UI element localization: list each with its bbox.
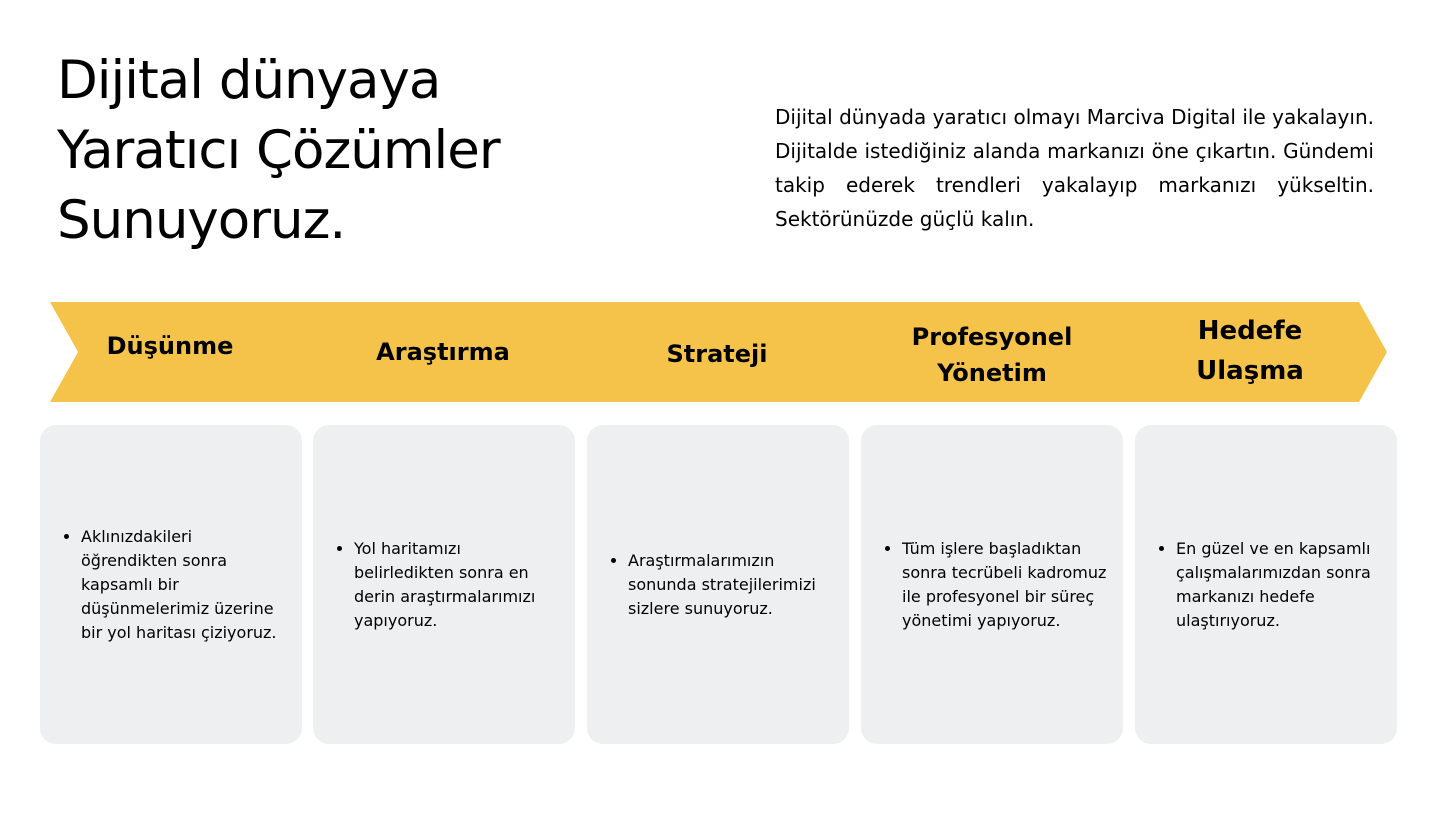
- list-item: • En güzel ve en kapsamlı çalışmalarımızdan sonra markanızı hedefe ulaştırıyoruz.: [1176, 537, 1381, 633]
- list-item: • Araştırmalarımızın sonunda stratejilerimizi sizlere sunuyoruz.: [628, 549, 833, 621]
- bullet-list: [1135, 537, 1397, 633]
- step-label-dusunme: Düşünme: [106, 332, 234, 360]
- step-label-profesyonel-yonetim: [887, 305, 1097, 405]
- process-arrow: [50, 302, 1387, 402]
- list-item: • Yol haritamızı belirledikten sonra en derin araştırmalarımızı yapıyoruz.: [354, 537, 559, 633]
- step-label-text: Profesyonel Yönetim: [911, 323, 1073, 387]
- step-card-dusunme: [40, 425, 302, 744]
- title-line: Yaratıcı Çözümler: [57, 120, 500, 181]
- step-card-hedefe-ulasma: [1135, 425, 1397, 744]
- title-line: Sunuyoruz.: [57, 190, 346, 251]
- step-label-text: Hedefe Ulaşma: [1196, 316, 1304, 386]
- page-title: [57, 46, 697, 256]
- bullet-list: [861, 537, 1123, 633]
- bullet-list: [313, 537, 575, 633]
- intro-paragraph: Dijital dünyada yaratıcı olmayı Marciva Digital ile yakalayın. Dijitalde istediğiniz alanda markanızı öne çıkartın. Gündemi takip ederek trendleri yakalayıp markanızı yükseltin. Sektörünüzde güçlü kalın.: [775, 105, 1374, 231]
- step-card-profesyonel-yonetim: [861, 425, 1123, 744]
- step-card-arastirma: [313, 425, 575, 744]
- step-label-hedefe-ulasma: [1160, 301, 1340, 401]
- bullet-list: [40, 525, 302, 645]
- step-label-arastirma: Araştırma: [376, 338, 510, 366]
- step-label-strateji: Strateji: [666, 340, 768, 368]
- list-item: • Aklınızdakileri öğrendikten sonra kapsamlı bir düşünmelerimiz üzerine bir yol haritası çiziyoruz.: [81, 525, 286, 645]
- list-item: • Tüm işlere başladıktan sonra tecrübeli kadromuz ile profesyonel bir süreç yönetimi yapıyoruz.: [902, 537, 1107, 633]
- bullet-list: [587, 549, 849, 621]
- title-line: Dijital dünyaya: [57, 50, 441, 111]
- step-card-strateji: [587, 425, 849, 744]
